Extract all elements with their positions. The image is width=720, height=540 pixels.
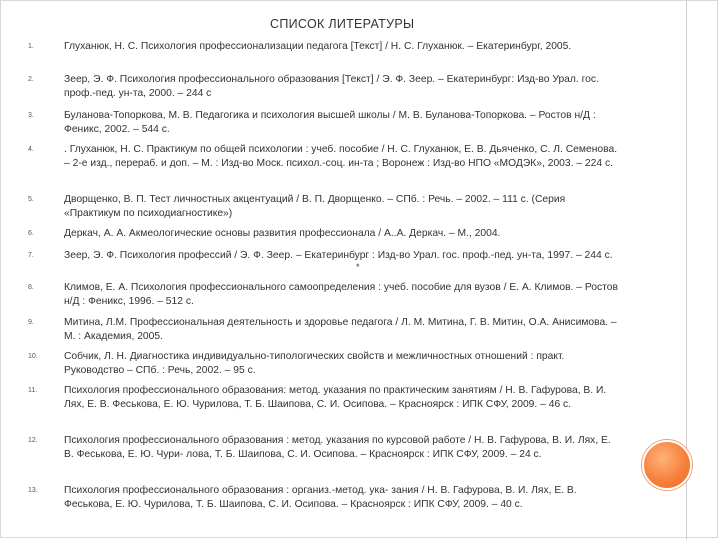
item-text: Дворщенко, В. П. Тест личностных акцентуаций / В. П. Дворщенко. – СПб. : Речь. – 2002. – 111 с. (Серия «Практикум по психодиагностике») xyxy=(64,194,566,219)
item-number: 12. xyxy=(28,437,38,444)
item-text: Глуханюк, Н. С. Психология профессионализации педагога [Текст] / Н. С. Глуханюк. – Екатеринбург, 2005. xyxy=(64,41,572,52)
item-number: 1. xyxy=(28,43,34,50)
item-text: Зеер, Э. Ф. Психология профессий / Э. Ф. Зеер. – Екатеринбург : Изд-во Урал. гос. проф.-пед. ун-та, 1997. – 244 с. xyxy=(64,250,613,261)
item-number: 11. xyxy=(28,387,38,394)
item-text: Зеер, Э. Ф. Психология профессионального образования [Текст] / Э. Ф. Зеер. – Екатеринбург: Изд-во Урал. гос. проф.-пед. ун-та, 2000. – 244 с xyxy=(64,74,599,99)
item-number: 3. xyxy=(28,112,34,119)
item-number: 6. xyxy=(28,230,34,237)
page-title: СПИСОК ЛИТЕРАТУРЫ xyxy=(270,17,415,31)
item-number: 4. xyxy=(28,146,34,153)
item-text: Митина, Л.М. Профессиональная деятельность и здоровье педагога / Л. М. Митина, Г. В. Митин, О.А. Анисимова. – М. : Академия, 2005. xyxy=(64,317,617,342)
item-text: Психология профессионального образования : организ.-метод. ука- зания / Н. В. Гафурова, В. И. Лях, Е. В. Феськова, Е. Ю. Чурилова, Т. Б. Шаипова, С. И. Осипова. – Красноярск : ИПК СФУ, 2009. – 40 с. xyxy=(64,485,577,510)
item-number: 13. xyxy=(28,487,38,494)
item-text: Собчик, Л. Н. Диагностика индивидуально-типологических свойств и межличностных отношений : практ. Руководство – СПб. : Речь, 2002. – 95 с. xyxy=(64,351,565,376)
item-text: Деркач, А. А. Акмеологические основы развития профессионала / А..А. Деркач. – М., 2004. xyxy=(64,228,501,239)
item-text: . Глуханюк, Н. С. Практикум по общей психологии : учеб. пособие / Н. С. Глуханюк, Е. В. Дьяченко, С. Л. Семенова. – 2-е изд., перераб. и доп. – М. : Изд-во Моск. психол.-соц. ин-та ; Воронеж : Изд-во НПО «МОДЭК», 2003. – 224 с. xyxy=(64,144,618,169)
item-number: 7. xyxy=(28,252,34,259)
item-number: 9. xyxy=(28,319,34,326)
item-text: Буланова-Топоркова, М. В. Педагогика и психология высшей школы / М. В. Буланова-Топоркова. – Ростов н/Д : Феникс, 2002. – 544 с. xyxy=(64,110,596,135)
item-number: 5. xyxy=(28,196,34,203)
item-text: Психология профессионального образования: метод. указания по практическим занятиям / Н. В. Гафурова, В. И. Лях, Е. В. Феськова, Е. Ю. Чурилова, Т. Б. Шаипова, С. И. Осипова. – Красноярск : ИПК СФУ, 2009. – 46 с. xyxy=(64,385,607,410)
item-number: 2. xyxy=(28,76,34,83)
item-number: 10. xyxy=(28,353,38,360)
stray-mark: * xyxy=(356,262,360,272)
item-text: Климов, Е. А. Психология профессионального самоопределения : учеб. пособие для вузов / Е. А. Климов. – Ростов н/Д : Феникс, 1996. – 512 с. xyxy=(64,282,618,307)
item-number: 8. xyxy=(28,284,34,291)
item-text: Психология профессионального образования : метод. указания по курсовой работе / Н. В. Гафурова, В. И. Лях, Е. В. Феськова, Е. Ю. Чури- лова, Т. Б. Шаипова, С. И. Осипова. – Красноярск : ИПК СФУ, 2009. – 24 с. xyxy=(64,435,611,460)
